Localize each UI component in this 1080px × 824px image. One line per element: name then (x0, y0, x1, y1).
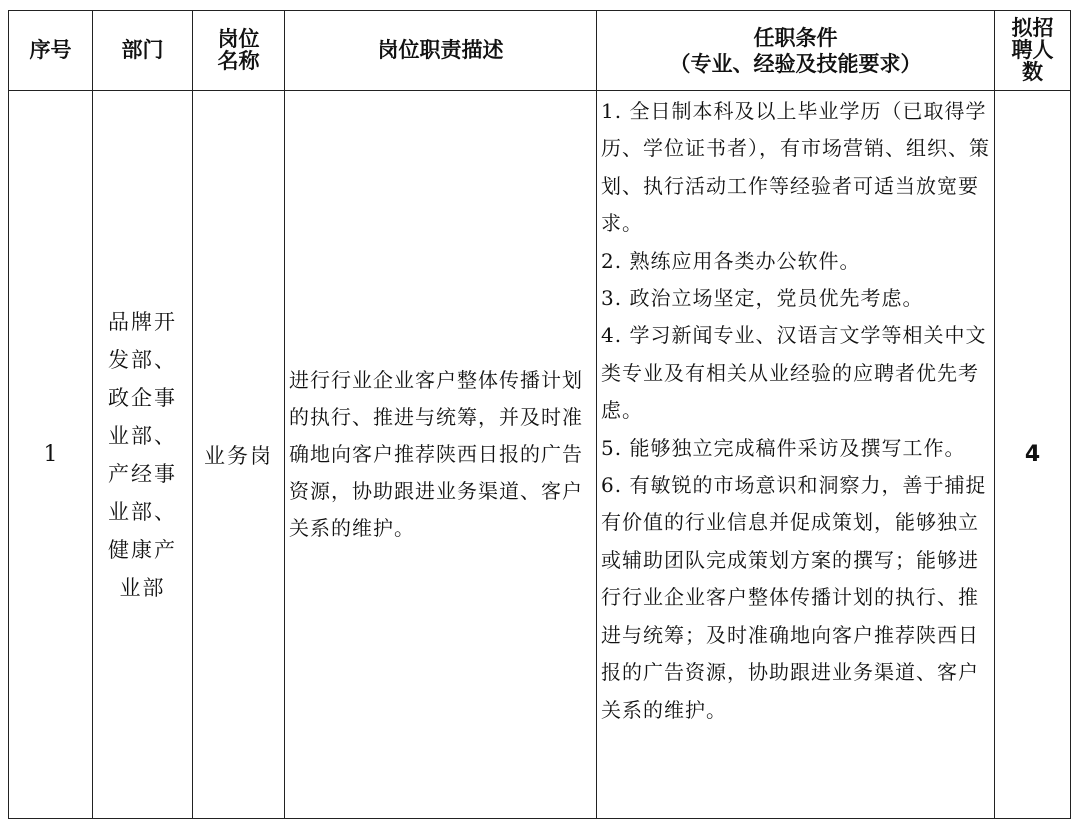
department-line: 业部、 (108, 423, 177, 448)
requirement-item: 2. 熟练应用各类办公软件。 (601, 248, 861, 273)
header-position (193, 11, 285, 91)
department-line: 业部、 (108, 499, 177, 524)
department-line: 政企事 (108, 385, 177, 410)
requirement-item: 4. 学习新闻专业、汉语言文学等相关中文类专业及有相关从业经验的应聘者优先考虑。 (601, 323, 987, 423)
header-duties: 岗位职责描述 (285, 11, 597, 91)
header-count-line1: 拟招 (1011, 16, 1054, 40)
cell-count: 4 (995, 91, 1071, 819)
header-department: 部门 (93, 11, 193, 91)
table-row (9, 91, 1071, 819)
department-line: 发部、 (108, 347, 177, 372)
header-count (995, 11, 1071, 91)
cell-position: 业务岗 (193, 91, 285, 819)
header-requirements-line2: （专业、经验及技能要求） (669, 51, 922, 76)
requirement-item: 6. 有敏锐的市场意识和洞察力，善于捕捉有价值的行业信息并促成策划，能够独立或辅助团队完成策划方案的撰写；能够进行行业企业客户整体传播计划的执行、推进与统筹；及时准确地向客户推荐陕西日报的广告资源，协助跟进业务渠道、客户关系的维护。 (601, 473, 987, 722)
requirement-item: 5. 能够独立完成稿件采访及撰写工作。 (601, 435, 966, 460)
requirement-item: 3. 政治立场坚定，党员优先考虑。 (601, 286, 924, 311)
cell-department (93, 91, 193, 819)
header-position-line2: 名称 (217, 49, 260, 73)
header-requirements-line1: 任职条件 (753, 25, 838, 50)
header-count-line2: 聘人 (1011, 38, 1054, 62)
department-line: 产经事 (108, 461, 177, 486)
header-count-line3: 数 (1022, 60, 1043, 84)
department-line: 品牌开 (108, 309, 177, 334)
cell-index: 1 (9, 91, 93, 819)
department-line: 业部 (119, 575, 166, 600)
header-requirements (597, 11, 995, 91)
cell-duties: 进行行业企业客户整体传播计划的执行、推进与统筹，并及时准确地向客户推荐陕西日报的广告资源，协助跟进业务渠道、客户关系的维护。 (285, 91, 597, 819)
cell-requirements (597, 91, 995, 819)
header-index: 序号 (9, 11, 93, 91)
header-row (9, 11, 1071, 91)
header-position-line1: 岗位 (217, 27, 260, 51)
recruitment-table (8, 10, 1071, 819)
department-line: 健康产 (108, 537, 177, 562)
requirement-item: 1. 全日制本科及以上毕业学历（已取得学历、学位证书者），有市场营销、组织、策划、执行活动工作等经验者可适当放宽要求。 (601, 99, 990, 236)
